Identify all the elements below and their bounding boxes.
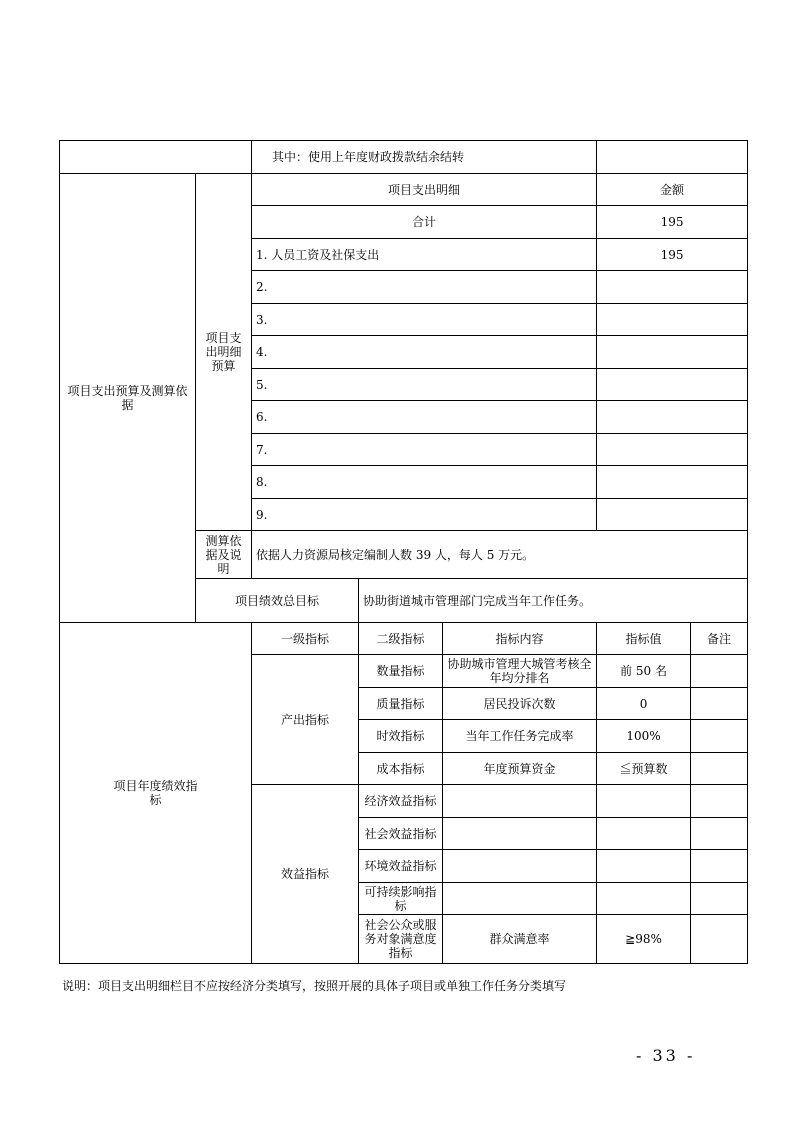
indicator-value: ≧98% [597, 915, 691, 964]
indicator-level2: 经济效益指标 [359, 785, 443, 818]
basis-label: 测算依据及说明 [196, 531, 252, 579]
indicator-remark [691, 785, 748, 818]
indicator-content [443, 883, 597, 915]
detail-header-amount: 金额 [597, 174, 748, 206]
indicator-remark [691, 655, 748, 688]
budget-item-label: 5. [252, 369, 597, 401]
budget-item-label: 8. [252, 466, 597, 499]
indicator-remark [691, 753, 748, 785]
indicator-value: 0 [597, 688, 691, 720]
budget-item-label: 3. [252, 304, 597, 336]
budget-item-amount [597, 304, 748, 336]
page-number: - 33 - [636, 1046, 696, 1065]
indicator-value: ≦预算数 [597, 753, 691, 785]
indicator-level2: 社会公众或服务对象满意度指标 [359, 915, 443, 964]
basis-text: 依据人力资源局核定编制人数 39 人，每人 5 万元。 [252, 531, 748, 579]
budget-item-amount [597, 369, 748, 401]
indicator-value [597, 785, 691, 818]
header-level1: 一级指标 [252, 623, 359, 655]
project-budget-table [59, 140, 748, 964]
indicator-value [597, 818, 691, 850]
budget-item-amount [597, 401, 748, 434]
detail-budget-label: 项目支出明细预算 [196, 174, 252, 531]
indicator-level2: 时效指标 [359, 720, 443, 753]
indicator-level2: 环境效益指标 [359, 850, 443, 883]
carryover-value [597, 141, 748, 174]
total-label: 合计 [252, 206, 597, 239]
header-remark: 备注 [691, 623, 748, 655]
budget-item-amount [597, 499, 748, 531]
indicator-section-label: 项目年度绩效指标 [60, 623, 252, 964]
indicator-value: 前 50 名 [597, 655, 691, 688]
benefit-indicator-label: 效益指标 [252, 785, 359, 964]
indicator-remark [691, 915, 748, 964]
indicator-remark [691, 883, 748, 915]
budget-item-label: 1. 人员工资及社保支出 [252, 239, 597, 271]
budget-item-amount [597, 336, 748, 369]
indicator-value [597, 850, 691, 883]
indicator-content: 居民投诉次数 [443, 688, 597, 720]
header-content: 指标内容 [443, 623, 597, 655]
indicator-level2: 质量指标 [359, 688, 443, 720]
indicator-content: 当年工作任务完成率 [443, 720, 597, 753]
indicator-remark [691, 720, 748, 753]
detail-header-item: 项目支出明细 [252, 174, 597, 206]
total-value: 195 [597, 206, 748, 239]
carryover-label: 其中：使用上年度财政拨款结余结转 [252, 141, 597, 174]
budget-item-label: 7. [252, 434, 597, 466]
indicator-content: 年度预算资金 [443, 753, 597, 785]
goal-label: 项目绩效总目标 [196, 579, 359, 623]
header-value: 指标值 [597, 623, 691, 655]
budget-item-amount [597, 434, 748, 466]
budget-section-label: 项目支出预算及测算依据 [60, 174, 196, 623]
indicator-content [443, 818, 597, 850]
indicator-remark [691, 850, 748, 883]
top-row-empty-cell [60, 141, 252, 174]
budget-item-label: 9. [252, 499, 597, 531]
indicator-content: 群众满意率 [443, 915, 597, 964]
indicator-value: 100% [597, 720, 691, 753]
indicator-level2: 数量指标 [359, 655, 443, 688]
budget-item-label: 4. [252, 336, 597, 369]
indicator-remark [691, 688, 748, 720]
indicator-value [597, 883, 691, 915]
goal-text: 协助街道城市管理部门完成当年工作任务。 [359, 579, 748, 623]
indicator-level2: 可持续影响指标 [359, 883, 443, 915]
budget-item-amount [597, 271, 748, 304]
budget-item-label: 6. [252, 401, 597, 434]
budget-item-amount: 195 [597, 239, 748, 271]
budget-item-amount [597, 466, 748, 499]
indicator-level2: 成本指标 [359, 753, 443, 785]
footnote: 说明：项目支出明细栏目不应按经济分类填写，按照开展的具体子项目或单独工作任务分类填写 [62, 979, 567, 993]
indicator-content [443, 785, 597, 818]
indicator-remark [691, 818, 748, 850]
output-indicator-label: 产出指标 [252, 655, 359, 785]
indicator-level2: 社会效益指标 [359, 818, 443, 850]
indicator-content [443, 850, 597, 883]
budget-item-label: 2. [252, 271, 597, 304]
indicator-content: 协助城市管理大城管考核全年均分排名 [443, 655, 597, 688]
header-level2: 二级指标 [359, 623, 443, 655]
